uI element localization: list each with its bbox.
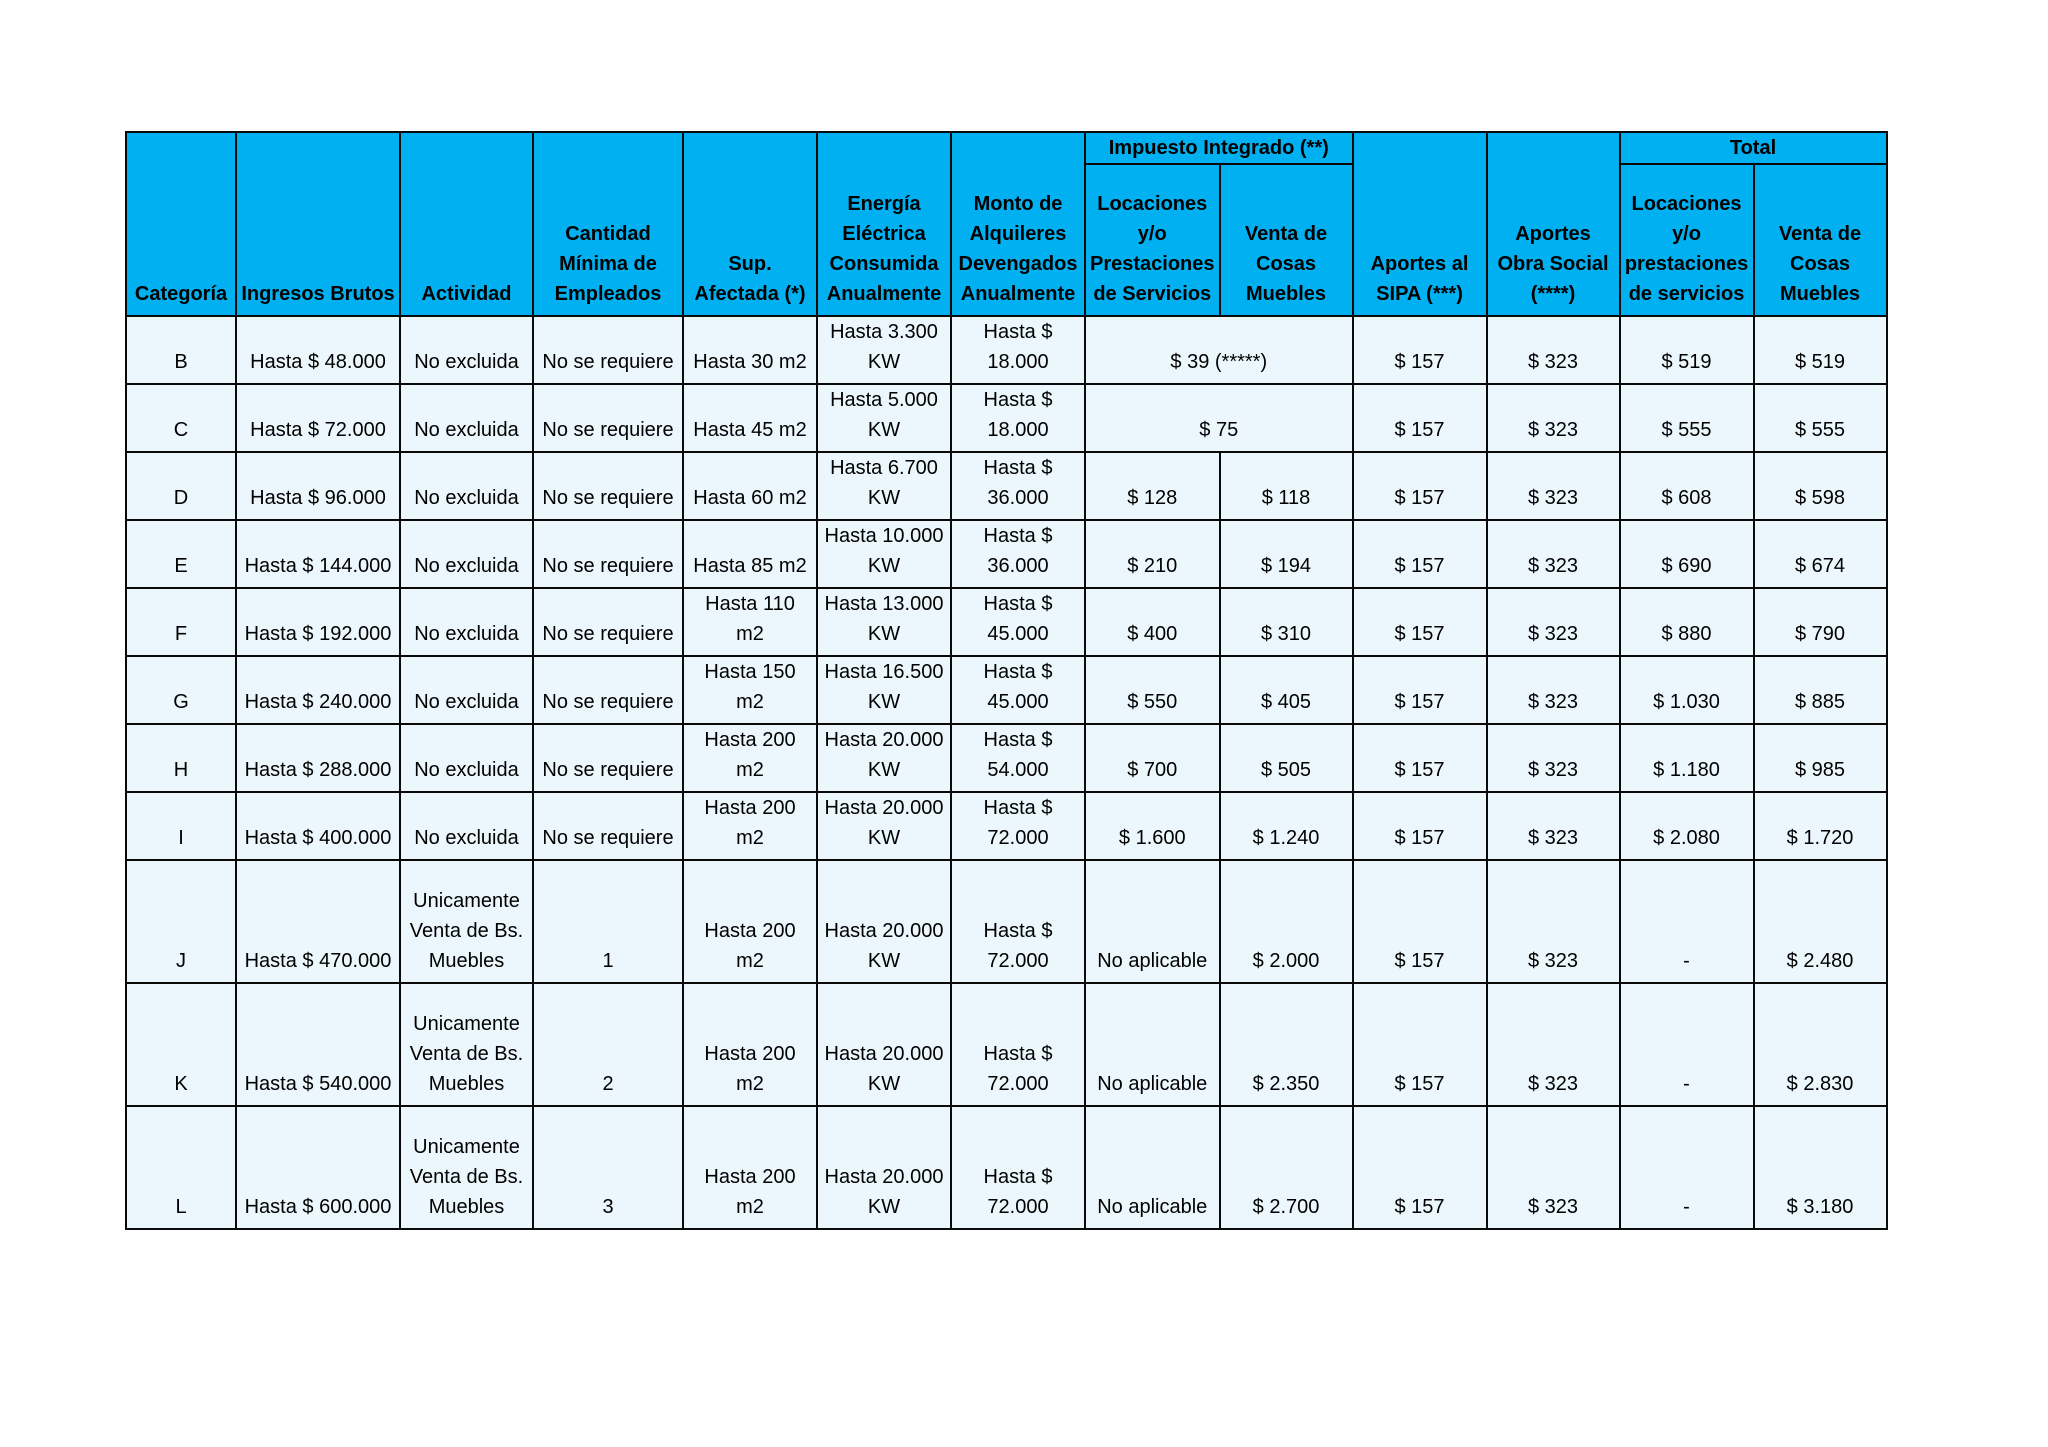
cell-actividad: Unicamente Venta de Bs. Muebles [400,1106,533,1229]
header-blank [817,132,951,164]
cell-impuesto-venta: $ 194 [1220,520,1353,588]
table-row [126,1106,1887,1229]
cell-alquileres: Hasta $ 18.000 [951,384,1085,452]
cell-actividad: Unicamente Venta de Bs. Muebles [400,860,533,983]
cell-impuesto-locaciones: $ 400 [1085,588,1220,656]
cell-total-venta: $ 598 [1754,452,1887,520]
cell-superficie: Hasta 150 m2 [683,656,817,724]
header-energia: Energía Eléctrica Consumida Anualmente [817,164,951,316]
cell-superficie: Hasta 200 m2 [683,792,817,860]
cell-ingresos-brutos: Hasta $ 192.000 [236,588,400,656]
cell-total-locaciones: $ 519 [1620,316,1754,384]
cell-empleados: No se requiere [533,656,683,724]
cell-total-locaciones: $ 555 [1620,384,1754,452]
cell-ingresos-brutos: Hasta $ 400.000 [236,792,400,860]
cell-energia: Hasta 20.000 KW [817,792,951,860]
cell-ingresos-brutos: Hasta $ 600.000 [236,1106,400,1229]
header-obra-social: Aportes Obra Social (****) [1487,164,1620,316]
cell-sipa: $ 157 [1353,316,1487,384]
cell-sipa: $ 157 [1353,860,1487,983]
cell-empleados: No se requiere [533,724,683,792]
cell-sipa: $ 157 [1353,588,1487,656]
table-row [126,316,1887,384]
table-row [126,656,1887,724]
header-group-total: Total [1620,132,1887,164]
categories-table [125,131,1888,1230]
cell-actividad: No excluida [400,588,533,656]
cell-empleados: 1 [533,860,683,983]
cell-obra-social: $ 323 [1487,520,1620,588]
cell-sipa: $ 157 [1353,452,1487,520]
cell-superficie: Hasta 45 m2 [683,384,817,452]
cell-total-venta: $ 2.480 [1754,860,1887,983]
table-body [126,316,1887,1229]
cell-categoria: E [126,520,236,588]
cell-sipa: $ 157 [1353,792,1487,860]
cell-empleados: No se requiere [533,316,683,384]
cell-energia: Hasta 20.000 KW [817,1106,951,1229]
cell-total-venta: $ 2.830 [1754,983,1887,1106]
cell-sipa: $ 157 [1353,983,1487,1106]
cell-actividad: No excluida [400,384,533,452]
cell-total-locaciones: $ 2.080 [1620,792,1754,860]
cell-ingresos-brutos: Hasta $ 96.000 [236,452,400,520]
cell-obra-social: $ 323 [1487,983,1620,1106]
header-blank [533,132,683,164]
cell-impuesto-venta: $ 2.350 [1220,983,1353,1106]
header-group-row [126,132,1887,164]
cell-superficie: Hasta 110 m2 [683,588,817,656]
header-blank [236,132,400,164]
table-row [126,792,1887,860]
cell-obra-social: $ 323 [1487,316,1620,384]
cell-superficie: Hasta 85 m2 [683,520,817,588]
cell-impuesto-integrado: $ 75 [1085,384,1353,452]
header-total-locaciones: Locaciones y/o prestaciones de servicios [1620,164,1754,316]
cell-ingresos-brutos: Hasta $ 540.000 [236,983,400,1106]
cell-alquileres: Hasta $ 45.000 [951,588,1085,656]
cell-actividad: No excluida [400,724,533,792]
cell-empleados: No se requiere [533,384,683,452]
cell-actividad: No excluida [400,520,533,588]
cell-total-venta: $ 555 [1754,384,1887,452]
cell-categoria: K [126,983,236,1106]
cell-alquileres: Hasta $ 36.000 [951,452,1085,520]
cell-impuesto-venta: $ 2.700 [1220,1106,1353,1229]
cell-obra-social: $ 323 [1487,384,1620,452]
header-empleados: Cantidad Mínima de Empleados [533,164,683,316]
cell-ingresos-brutos: Hasta $ 48.000 [236,316,400,384]
cell-alquileres: Hasta $ 72.000 [951,860,1085,983]
cell-categoria: B [126,316,236,384]
cell-alquileres: Hasta $ 72.000 [951,983,1085,1106]
header-impuesto-locaciones: Locaciones y/o Prestaciones de Servicios [1085,164,1220,316]
cell-sipa: $ 157 [1353,724,1487,792]
cell-obra-social: $ 323 [1487,792,1620,860]
cell-categoria: I [126,792,236,860]
cell-obra-social: $ 323 [1487,452,1620,520]
cell-ingresos-brutos: Hasta $ 470.000 [236,860,400,983]
table-row [126,983,1887,1106]
cell-ingresos-brutos: Hasta $ 72.000 [236,384,400,452]
cell-impuesto-venta: $ 118 [1220,452,1353,520]
cell-empleados: No se requiere [533,452,683,520]
cell-total-venta: $ 985 [1754,724,1887,792]
cell-alquileres: Hasta $ 54.000 [951,724,1085,792]
cell-impuesto-locaciones: $ 550 [1085,656,1220,724]
cell-impuesto-integrado: $ 39 (*****) [1085,316,1353,384]
cell-impuesto-locaciones: $ 210 [1085,520,1220,588]
cell-actividad: Unicamente Venta de Bs. Muebles [400,983,533,1106]
cell-total-locaciones: - [1620,1106,1754,1229]
cell-categoria: G [126,656,236,724]
cell-sipa: $ 157 [1353,656,1487,724]
cell-actividad: No excluida [400,316,533,384]
cell-impuesto-locaciones: $ 700 [1085,724,1220,792]
cell-impuesto-locaciones: No aplicable [1085,1106,1220,1229]
cell-obra-social: $ 323 [1487,588,1620,656]
cell-empleados: No se requiere [533,588,683,656]
cell-superficie: Hasta 60 m2 [683,452,817,520]
cell-impuesto-venta: $ 1.240 [1220,792,1353,860]
header-categoria: Categoría [126,164,236,316]
cell-sipa: $ 157 [1353,384,1487,452]
cell-alquileres: Hasta $ 72.000 [951,1106,1085,1229]
header-blank [400,132,533,164]
cell-energia: Hasta 20.000 KW [817,860,951,983]
cell-total-locaciones: $ 880 [1620,588,1754,656]
header-actividad: Actividad [400,164,533,316]
cell-empleados: 3 [533,1106,683,1229]
cell-total-locaciones: $ 1.030 [1620,656,1754,724]
cell-categoria: D [126,452,236,520]
table-header [126,132,1887,316]
cell-categoria: L [126,1106,236,1229]
header-ingresos-brutos: Ingresos Brutos [236,164,400,316]
cell-obra-social: $ 323 [1487,860,1620,983]
cell-energia: Hasta 16.500 KW [817,656,951,724]
header-impuesto-venta: Venta de Cosas Muebles [1220,164,1353,316]
cell-impuesto-locaciones: No aplicable [1085,983,1220,1106]
cell-alquileres: Hasta $ 72.000 [951,792,1085,860]
cell-impuesto-venta: $ 310 [1220,588,1353,656]
header-blank [683,132,817,164]
cell-obra-social: $ 323 [1487,724,1620,792]
header-total-venta: Venta de Cosas Muebles [1754,164,1887,316]
cell-energia: Hasta 3.300 KW [817,316,951,384]
cell-total-venta: $ 1.720 [1754,792,1887,860]
cell-superficie: Hasta 200 m2 [683,724,817,792]
table-row [126,588,1887,656]
cell-energia: Hasta 5.000 KW [817,384,951,452]
header-group-impuesto: Impuesto Integrado (**) [1085,132,1353,164]
cell-empleados: 2 [533,983,683,1106]
cell-empleados: No se requiere [533,520,683,588]
cell-categoria: J [126,860,236,983]
cell-alquileres: Hasta $ 18.000 [951,316,1085,384]
header-blank [126,132,236,164]
cell-impuesto-locaciones: $ 128 [1085,452,1220,520]
cell-superficie: Hasta 30 m2 [683,316,817,384]
cell-sipa: $ 157 [1353,520,1487,588]
header-columns-row [126,164,1887,316]
table-row [126,452,1887,520]
cell-obra-social: $ 323 [1487,656,1620,724]
cell-alquileres: Hasta $ 45.000 [951,656,1085,724]
cell-impuesto-locaciones: No aplicable [1085,860,1220,983]
cell-total-locaciones: $ 690 [1620,520,1754,588]
cell-impuesto-locaciones: $ 1.600 [1085,792,1220,860]
cell-ingresos-brutos: Hasta $ 288.000 [236,724,400,792]
cell-actividad: No excluida [400,452,533,520]
cell-categoria: C [126,384,236,452]
table-row [126,724,1887,792]
cell-ingresos-brutos: Hasta $ 240.000 [236,656,400,724]
cell-total-locaciones: $ 608 [1620,452,1754,520]
header-blank [1353,132,1487,164]
table-row [126,860,1887,983]
header-blank [1487,132,1620,164]
cell-categoria: F [126,588,236,656]
header-blank [951,132,1085,164]
cell-total-locaciones: - [1620,860,1754,983]
cell-actividad: No excluida [400,656,533,724]
cell-superficie: Hasta 200 m2 [683,860,817,983]
cell-total-venta: $ 885 [1754,656,1887,724]
header-superficie: Sup. Afectada (*) [683,164,817,316]
cell-total-venta: $ 674 [1754,520,1887,588]
cell-actividad: No excluida [400,792,533,860]
cell-obra-social: $ 323 [1487,1106,1620,1229]
cell-ingresos-brutos: Hasta $ 144.000 [236,520,400,588]
cell-energia: Hasta 6.700 KW [817,452,951,520]
cell-alquileres: Hasta $ 36.000 [951,520,1085,588]
cell-energia: Hasta 10.000 KW [817,520,951,588]
cell-energia: Hasta 20.000 KW [817,724,951,792]
cell-total-locaciones: - [1620,983,1754,1106]
table-row [126,520,1887,588]
table-row [126,384,1887,452]
header-alquileres: Monto de Alquileres Devengados Anualmente [951,164,1085,316]
cell-total-venta: $ 519 [1754,316,1887,384]
cell-impuesto-venta: $ 405 [1220,656,1353,724]
cell-sipa: $ 157 [1353,1106,1487,1229]
cell-total-locaciones: $ 1.180 [1620,724,1754,792]
cell-categoria: H [126,724,236,792]
cell-energia: Hasta 20.000 KW [817,983,951,1106]
header-sipa: Aportes al SIPA (***) [1353,164,1487,316]
cell-impuesto-venta: $ 505 [1220,724,1353,792]
cell-superficie: Hasta 200 m2 [683,1106,817,1229]
cell-total-venta: $ 3.180 [1754,1106,1887,1229]
cell-total-venta: $ 790 [1754,588,1887,656]
cell-impuesto-venta: $ 2.000 [1220,860,1353,983]
cell-superficie: Hasta 200 m2 [683,983,817,1106]
cell-energia: Hasta 13.000 KW [817,588,951,656]
cell-empleados: No se requiere [533,792,683,860]
